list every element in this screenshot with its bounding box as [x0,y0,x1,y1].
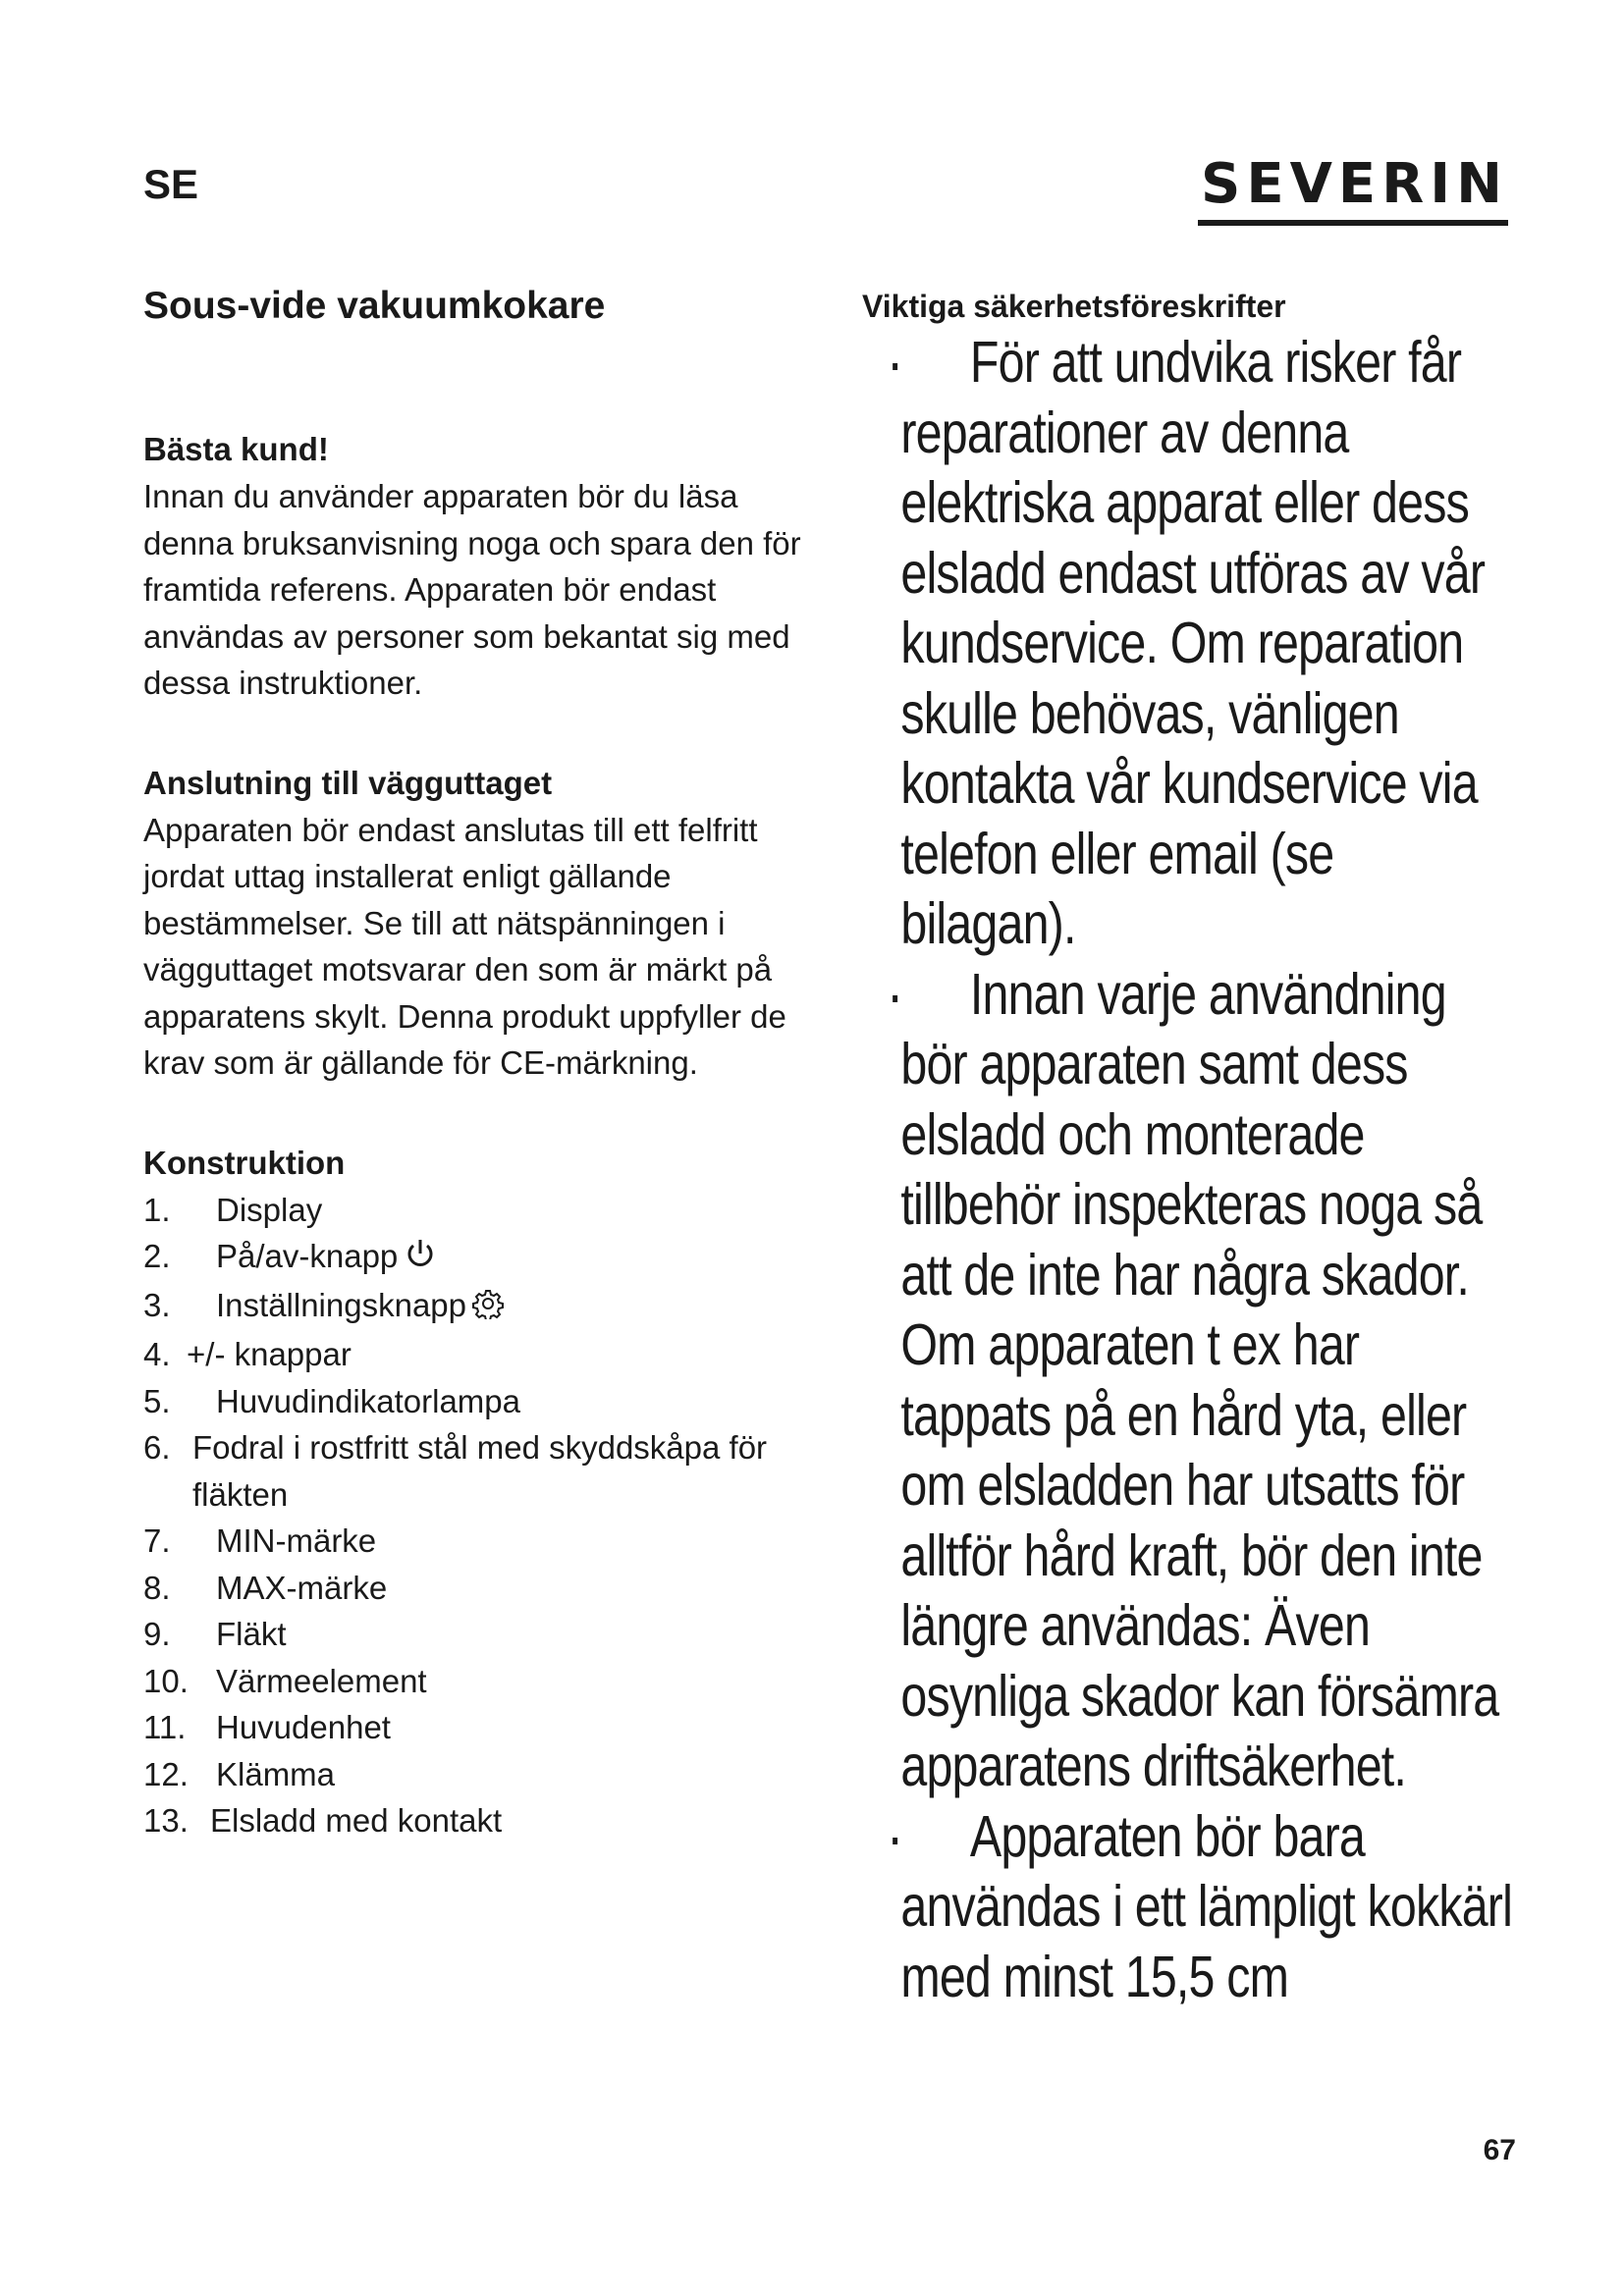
list-item [143,1331,821,1378]
section-heading: Konstruktion [143,1144,346,1181]
list-item [143,1282,821,1331]
item-number: 13. [143,1802,189,1840]
section-heading: Bästa kund! [143,431,329,467]
item-number: 2. [143,1238,171,1274]
item-text: Fläkt [216,1616,287,1653]
item-text: MIN-märke [216,1522,377,1560]
item-number: 4. [143,1336,171,1373]
item-number: 1. [143,1191,171,1228]
item-number: 6. [143,1429,171,1467]
item-number: 7. [143,1522,171,1560]
item-number: 9. [143,1616,171,1653]
section-construction [143,1142,821,1844]
list-item [143,1797,821,1844]
section-mains-connection [143,762,821,1087]
list-item [143,1704,821,1751]
item-text: Huvudenhet [216,1709,391,1746]
list-item [143,1658,821,1705]
safety-item [862,960,1513,1802]
item-text: +/- knappar [187,1336,352,1373]
page-number: 67 [1483,2134,1516,2166]
brand-underline [1198,220,1508,226]
safety-item-text: För att undvika risker får reparationer av denna elektriska apparat eller dess elsladd endast utföras av vår kundservice. Om reparation skulle behövas, vänligen kontakta vår kundservice via telefon eller email (se bilagan). [900,330,1486,956]
section-body: Apparaten bör endast anslutas till ett felfritt jordat uttag installerat enligt gällande bestämmelser. Se till att nätspänningen i vägguttaget motsvarar den som är märkt på apparatens skylt. Denna produkt uppfyller de krav som är gällande för CE-märkning. [143,811,786,1081]
safety-list [862,328,1530,2012]
item-text-wrap [216,1282,821,1331]
list-item [143,1611,821,1658]
item-text: Klämma [216,1755,336,1792]
item-number: 3. [143,1287,171,1324]
gear-icon [472,1285,504,1332]
item-number: 12. [143,1755,189,1792]
parts-list [143,1187,821,1844]
safety-item-text: Apparaten bör bara användas i ett lämpligt kokkärl med minst 15,5 cm [900,1803,1513,2009]
section-greeting [143,428,821,707]
list-item [143,1378,821,1425]
item-text: På/av-knapp [216,1238,399,1274]
brand-logo [1198,152,1508,226]
bullet-icon [878,960,926,1029]
right-column [862,285,1530,2012]
section-heading: Anslutning till vägguttaget [143,764,553,801]
document-title: Sous-vide vakuumkokare [143,285,606,327]
bullet-icon [878,1802,926,1871]
item-text: MAX-märke [216,1569,388,1606]
item-text: Värmeelement [216,1662,427,1699]
item-text: Display [216,1191,323,1228]
language-code: SE [143,161,199,207]
bullet-icon [878,328,926,397]
left-column [143,285,821,1844]
item-text: Inställningsknapp [216,1287,467,1324]
item-text: Fodral i rostfritt stål med skyddskåpa för fläkten [192,1429,768,1513]
brand-name: SEVERIN [1200,152,1508,216]
item-number: 5. [143,1382,171,1419]
power-icon [404,1236,437,1283]
item-text: Huvudindikatorlampa [216,1382,521,1419]
list-item [143,1518,821,1565]
item-text-wrap [216,1233,821,1282]
item-number: 8. [143,1569,171,1606]
item-number: 10. [143,1662,189,1699]
safety-heading: Viktiga säkerhetsföreskrifter [862,289,1286,324]
item-text: Elsladd med kontakt [210,1802,503,1840]
safety-item [862,1802,1513,2013]
list-item [143,1187,821,1234]
list-item [143,1751,821,1798]
list-item [143,1565,821,1612]
list-item [143,1424,821,1518]
list-item [143,1233,821,1282]
safety-item [862,328,1513,960]
safety-item-text: Innan varje användning bör apparaten samt dess elsladd och monterade tillbehör inspekteras noga så att de inte har några skador. Om apparaten t ex har tappats på en hård yta, eller om elsladden har utsatts för alltför hård kraft, bör den inte längre användas: Även osynliga skador kan försämra apparatens driftsäkerhet. [900,961,1499,1798]
section-body: Innan du använder apparaten bör du läsa denna bruksanvisning noga och spara den för framtida referens. Apparaten bör endast användas av personer som bekantat sig med dessa instruktioner. [143,478,801,701]
item-number: 11. [143,1709,187,1746]
